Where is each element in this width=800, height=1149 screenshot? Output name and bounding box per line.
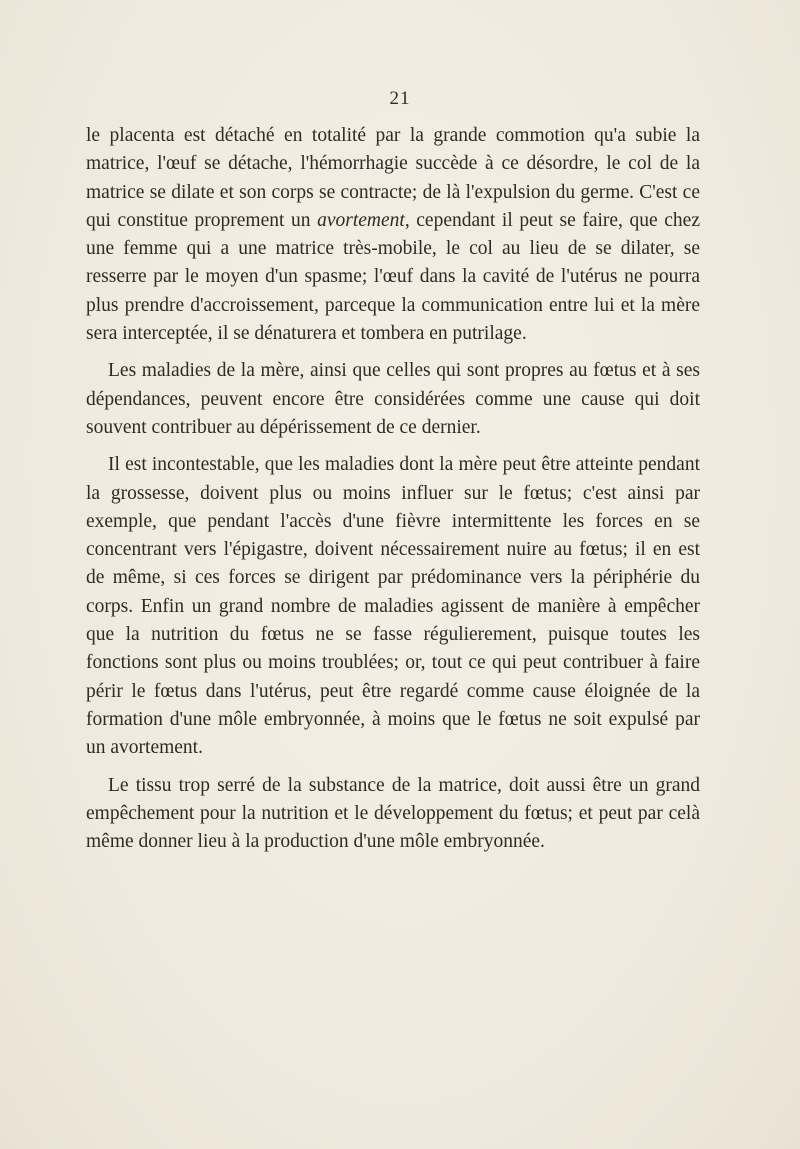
paragraph-text-before: le placenta est détaché en totalité par la grande commotion qu'a subie la matrice, l'œuf se détache, l'hémorrhagie succède à ce désordre, le col de la matrice se dilate et son corps se contracte; de là l'expulsion du germe. C'est ce qui constitue proprement un [86, 125, 700, 231]
paragraph-tissu-serre: Le tissu trop serré de la substance de la matrice, doit aussi être un grand empêchement pour la nutrition et le développement du fœtus; et peut par celà même donner lieu à la production d'une môle embryonnée. [86, 774, 700, 853]
paragraph-text-after: , cependant il peut se faire, que chez une femme qui a une matrice très-mobile, le col au lieu de se dilater, se resserre par le moyen d'un spasme; l'œuf dans la cavité de l'utérus ne pourra plus prendre d'accroissement, parceque la communication entre lui et la mère sera interceptée, il se dénaturera et tombera en putrilage. [86, 209, 700, 345]
paragraph-incontestable: Il est incontestable, que les maladies dont la mère peut être atteinte pendant la grossesse, doivent plus ou moins influer sur le fœtus; c'est ainsi par exemple, que pendant l'accès d'une fièvre intermittente les forces en se concentrant vers l'épigastre, doivent nécessairement nuire au fœtus; il en est de même, si ces forces se dirigent par prédominance vers la périphérie du corps. Enfin un grand nombre de maladies agissent de manière à empêcher que la nutrition du fœtus ne se fasse régulierement, puisque toutes les fonctions sont plus ou moins troublées; or, tout ce qui peut contribuer à faire périr le fœtus dans l'utérus, peut être regardé comme cause éloignée de la formation d'une môle embryonnée, à moins que le fœtus ne soit expulsé par un avortement. [86, 454, 700, 759]
body-text [86, 122, 700, 856]
emphasized-term: avortement [317, 209, 405, 231]
paragraph-continuation [86, 122, 700, 348]
paragraph-maladies-mere: Les maladies de la mère, ainsi que celles qui sont propres au fœtus et à ses dépendances, peuvent encore être considérées comme une cause qui doit souvent contribuer au dépérissement de ce dernier. [86, 360, 700, 438]
page-number: 21 [389, 88, 411, 109]
